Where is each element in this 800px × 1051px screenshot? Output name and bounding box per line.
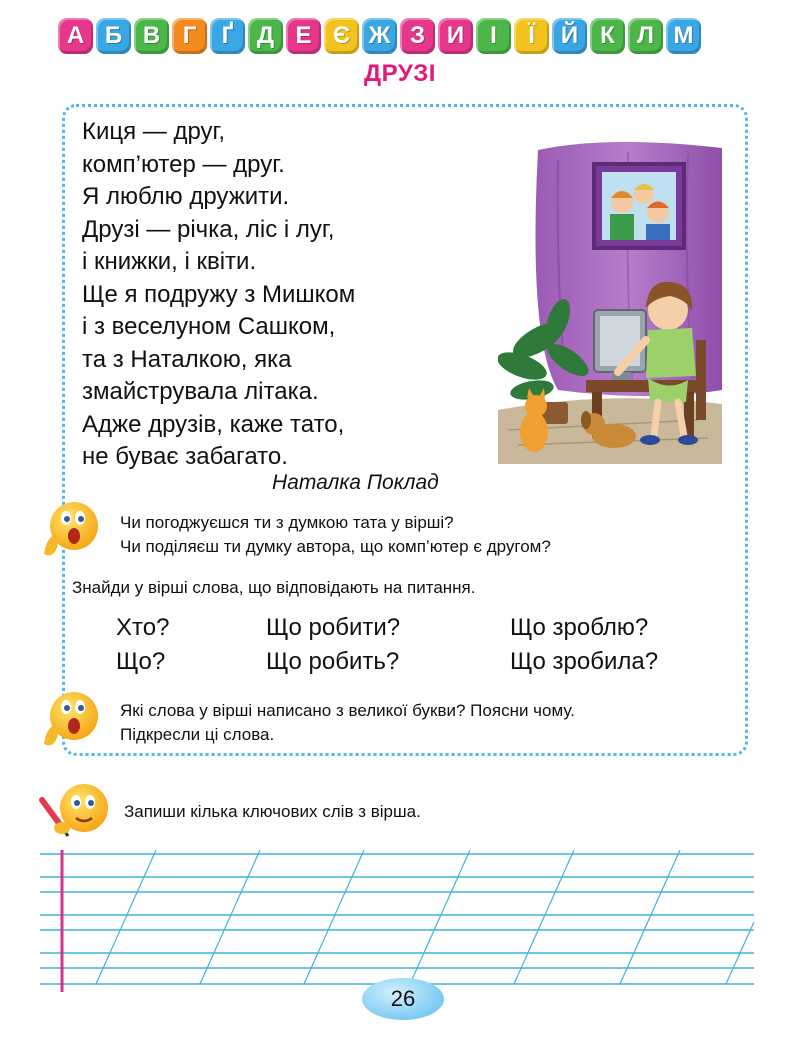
word-question: Хто? [116, 614, 170, 641]
question-1-line-2: Чи поділяєш ти думку автора, що комп’ютер є другом? [120, 537, 551, 556]
girl-at-computer-illustration [498, 140, 722, 464]
alphabet-letter: З [400, 18, 435, 54]
poem-line: не буває забагато. [82, 443, 288, 470]
surprised-emoji-icon [38, 498, 100, 560]
alphabet-letter: Й [552, 18, 587, 54]
page-number: 26 [362, 978, 444, 1020]
poem-line: комп’ютер — друг. [82, 150, 285, 178]
alphabet-strip [58, 18, 758, 58]
word-question: Що? [116, 648, 166, 675]
writing-lines [40, 850, 754, 992]
question-2-line-2: Підкресли ці слова. [120, 725, 275, 744]
alphabet-letter: В [134, 18, 169, 54]
alphabet-letter: Б [96, 18, 131, 54]
poem-line: змайструвала літака. [82, 378, 319, 405]
alphabet-letter: К [590, 18, 625, 54]
alphabet-letter: Д [248, 18, 283, 54]
poem-line: і книжки, і квіти. [82, 248, 257, 275]
poem-line: Я люблю дружити. [82, 183, 290, 210]
question-1-line-1: Чи погоджуєшся ти з думкою тата у вірші? [120, 513, 454, 532]
word-questions-grid [116, 612, 716, 678]
task-find-words: Знайди у вірші слова, що відповідають на питання. [72, 578, 476, 597]
question-2-line-1: Які слова у вірші написано з великої букви? Поясни чому. [120, 701, 575, 720]
alphabet-letter: Є [324, 18, 359, 54]
page-title: ДРУЗІ [364, 60, 436, 87]
thinking-emoji-icon [38, 686, 100, 748]
alphabet-letter: Л [628, 18, 663, 54]
pencil-emoji-icon [38, 780, 110, 842]
poem-line: та з Наталкою, яка [82, 345, 292, 373]
word-question: Що зроблю? [510, 614, 649, 641]
word-question: Що робить? [266, 648, 400, 675]
task-write-keywords: Запиши кілька ключових слів з вірша. [124, 802, 421, 821]
poem-author: Наталка Поклад [272, 471, 439, 494]
alphabet-letter: Ж [362, 18, 397, 54]
alphabet-letter: И [438, 18, 473, 54]
alphabet-letter: Е [286, 18, 321, 54]
poem-line: Адже друзів, каже тато, [82, 410, 345, 438]
word-question: Що робити? [266, 614, 401, 641]
alphabet-letter: А [58, 18, 93, 54]
alphabet-letter: М [666, 18, 701, 54]
alphabet-letter: І [476, 18, 511, 54]
alphabet-letter: Ґ [210, 18, 245, 54]
poem-line: Киця — друг, [82, 118, 226, 145]
poem-text [82, 116, 502, 474]
poem-line: Друзі — річка, ліс і луг, [82, 215, 335, 243]
poem-line: і з веселуном Сашком, [82, 313, 336, 340]
alphabet-letter: Ї [514, 18, 549, 54]
poem-line: Ще я подружу з Мишком [82, 280, 356, 308]
word-question: Що зробила? [510, 648, 659, 675]
alphabet-letter: Г [172, 18, 207, 54]
